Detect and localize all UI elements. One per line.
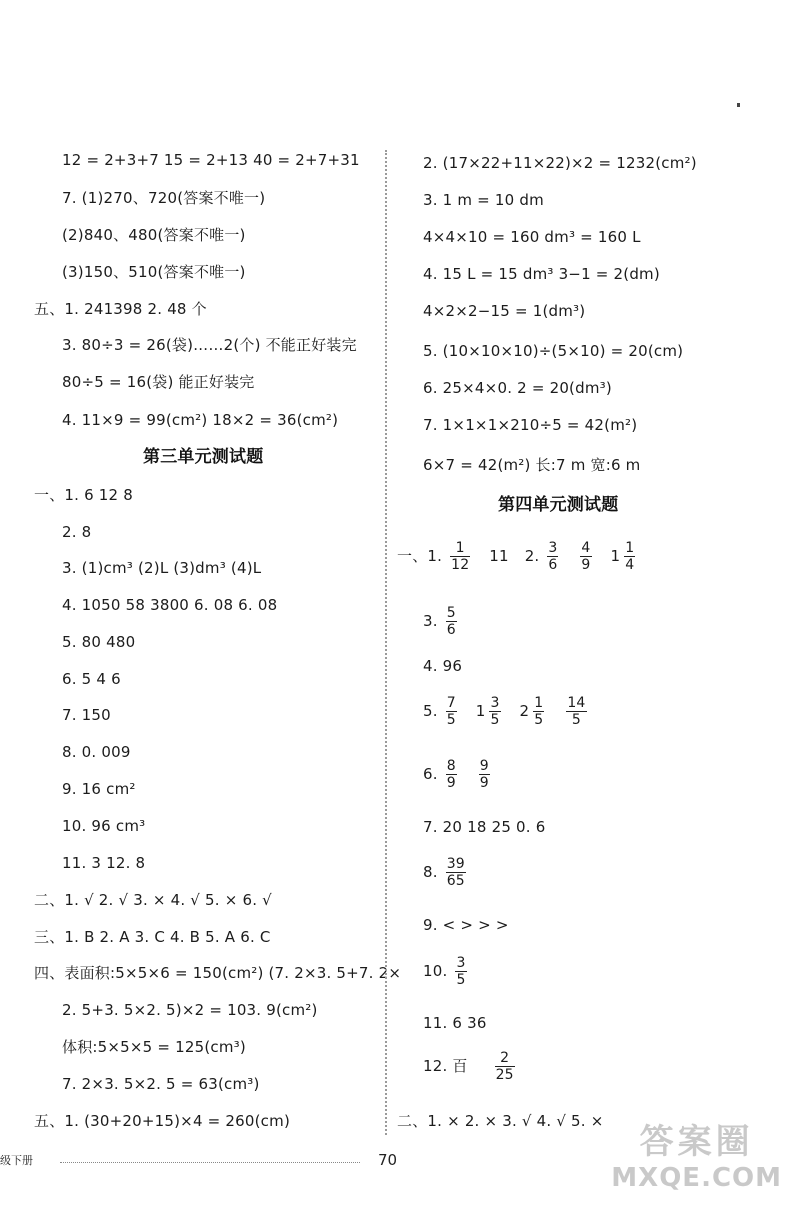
denominator: 65 — [446, 873, 465, 889]
section-heading-unit-3: 第三单元测试题 — [143, 447, 264, 467]
answer-line: 三、1. B 2. A 3. C 4. B 5. A 6. C — [34, 928, 271, 946]
fraction — [446, 695, 457, 728]
whole-part: 2 — [519, 702, 530, 720]
answer-line: 3. (1)cm³ (2)L (3)dm³ (4)L — [62, 559, 262, 577]
denominator: 12 — [451, 557, 470, 573]
footer-rule — [60, 1162, 360, 1163]
fraction — [446, 605, 457, 638]
answer-line: 6. 5 4 6 — [62, 670, 121, 688]
answer-prefix: 一、1. — [397, 547, 443, 565]
answer-prefix: 2. — [524, 547, 540, 565]
answer-line: 9. 16 cm² — [62, 780, 136, 798]
answer-line: 9. < > > > — [423, 916, 509, 934]
book-label: 级下册 — [0, 1154, 33, 1167]
answer-line: 8. 0. 009 — [62, 743, 131, 761]
answer-line: 7. 150 — [62, 706, 111, 724]
fraction — [533, 695, 544, 728]
answer-line: 6×7 = 42(m²) 长:7 m 宽:6 m — [423, 456, 641, 474]
answer-line: 4. 1050 58 3800 6. 08 6. 08 — [62, 596, 278, 614]
answer-line: 4. 11×9 = 99(cm²) 18×2 = 36(cm²) — [62, 411, 339, 429]
answer-prefix: 12. 百 — [423, 1057, 468, 1075]
watermark — [611, 1114, 782, 1193]
answer-line: 7. 1×1×1×210÷5 = 42(m²) — [423, 416, 638, 434]
answer-line — [423, 758, 493, 791]
answer-prefix: 3. — [423, 612, 438, 630]
answer-line: 二、1. × 2. × 3. √ 4. √ 5. × — [397, 1112, 604, 1130]
answer-line: (2)840、480(答案不唯一) — [62, 226, 246, 244]
numerator: 2 — [495, 1050, 515, 1067]
answer-line: 2. 8 — [62, 523, 92, 541]
whole-part: 1 — [610, 547, 621, 565]
answer-value: 11 — [489, 547, 509, 565]
answer-line: 7. (1)270、720(答案不唯一) — [62, 189, 266, 207]
fraction — [580, 540, 591, 573]
left-column — [0, 0, 402, 1140]
whole-part: 1 — [475, 702, 486, 720]
answer-line — [423, 605, 460, 638]
column-divider — [385, 150, 387, 1135]
answer-line: 二、1. √ 2. √ 3. × 4. √ 5. × 6. √ — [34, 891, 272, 909]
numerator: 8 — [446, 758, 456, 774]
fraction — [446, 856, 466, 889]
answer-line: 4×4×10 = 160 dm³ = 160 L — [423, 228, 641, 246]
denominator: 5 — [534, 712, 544, 728]
answer-line: 4. 96 — [423, 657, 463, 675]
answer-line: 四、表面积:5×5×6 = 150(cm²) (7. 2×3. 5+7. 2× — [34, 964, 402, 982]
answer-line: 12 = 2+3+7 15 = 2+13 40 = 2+7+31 — [62, 151, 360, 169]
numerator: 1 — [534, 695, 544, 711]
fraction — [479, 758, 490, 791]
fraction — [495, 1050, 515, 1083]
fraction — [450, 540, 470, 573]
answer-line — [423, 955, 470, 988]
answer-line: 11. 6 36 — [423, 1014, 487, 1032]
numerator: 9 — [479, 758, 489, 774]
answer-line: 3. 1 m = 10 dm — [423, 191, 544, 209]
answer-line: 一、1. 6 12 8 — [34, 486, 133, 504]
answer-line: 五、1. 241398 2. 48 个 — [34, 300, 207, 318]
answer-line — [423, 856, 469, 889]
denominator: 4 — [625, 557, 635, 573]
answer-line: 7. 20 18 25 0. 6 — [423, 818, 546, 836]
answer-line: 2. (17×22+11×22)×2 = 1232(cm²) — [423, 154, 697, 172]
answer-line: (3)150、510(答案不唯一) — [62, 263, 246, 281]
numerator: 7 — [446, 695, 456, 711]
numerator: 3 — [456, 955, 466, 971]
fraction — [624, 540, 635, 573]
fraction — [566, 695, 586, 728]
watermark-title: 答案圈 — [639, 1122, 754, 1162]
answer-line: 11. 3 12. 8 — [62, 854, 146, 872]
answer-line: 7. 2×3. 5×2. 5 = 63(cm³) — [62, 1075, 260, 1093]
answer-prefix: 5. — [423, 702, 438, 720]
section-heading-unit-4: 第四单元测试题 — [498, 495, 619, 515]
numerator: 4 — [581, 540, 591, 556]
numerator: 3 — [548, 540, 558, 556]
answer-prefix: 8. — [423, 863, 438, 881]
denominator: 6 — [446, 622, 456, 638]
right-column — [395, 0, 785, 1140]
numerator: 3 — [490, 695, 500, 711]
denominator: 9 — [479, 775, 489, 791]
numerator: 39 — [446, 856, 465, 872]
denominator: 5 — [446, 712, 456, 728]
answer-line: 5. 80 480 — [62, 633, 136, 651]
fraction — [547, 540, 558, 573]
answer-line: 10. 96 cm³ — [62, 817, 146, 835]
denominator: 5 — [571, 712, 581, 728]
answer-line — [397, 540, 638, 573]
answer-line — [423, 1050, 518, 1083]
answer-line: 5. (10×10×10)÷(5×10) = 20(cm) — [423, 342, 684, 360]
numerator: 5 — [446, 605, 456, 621]
numerator: 14 — [567, 695, 586, 711]
denominator: 6 — [548, 557, 558, 573]
denominator: 5 — [456, 972, 466, 988]
answer-line: 3. 80÷3 = 26(袋)……2(个) 不能正好装完 — [62, 336, 357, 354]
denominator: 25 — [495, 1067, 514, 1083]
answer-line: 6. 25×4×0. 2 = 20(dm³) — [423, 379, 612, 397]
fraction — [446, 758, 457, 791]
fraction — [489, 695, 500, 728]
answer-line: 4. 15 L = 15 dm³ 3−1 = 2(dm) — [423, 265, 660, 283]
numerator: 1 — [450, 540, 470, 557]
answer-line: 2. 5+3. 5×2. 5)×2 = 103. 9(cm²) — [62, 1001, 318, 1019]
answer-line: 4×2×2−15 = 1(dm³) — [423, 302, 586, 320]
answer-line — [423, 695, 590, 728]
watermark-url: MXQE.COM — [611, 1163, 782, 1193]
denominator: 9 — [446, 775, 456, 791]
answer-prefix: 10. — [423, 962, 448, 980]
page-number: 70 — [378, 1151, 398, 1169]
answer-prefix: 6. — [423, 765, 438, 783]
fraction — [455, 955, 466, 988]
answer-line: 五、1. (30+20+15)×4 = 260(cm) — [34, 1112, 290, 1130]
answer-line: 80÷5 = 16(袋) 能正好装完 — [62, 373, 255, 391]
answer-line: 体积:5×5×5 = 125(cm³) — [62, 1038, 246, 1056]
numerator: 1 — [625, 540, 635, 556]
denominator: 9 — [581, 557, 591, 573]
denominator: 5 — [490, 712, 500, 728]
